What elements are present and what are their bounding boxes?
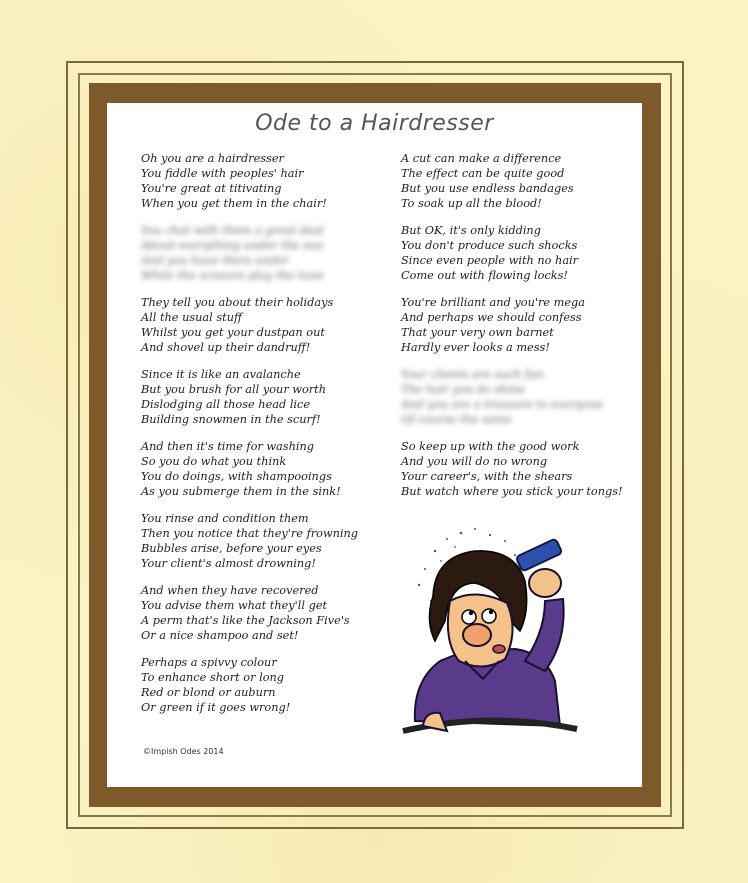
blurred-stanza xyxy=(401,367,641,427)
poem-line: But you use endless bandages xyxy=(401,182,574,195)
cartoon-hairdresser-icon xyxy=(395,521,585,751)
stanza xyxy=(401,151,641,211)
poem-line: And shovel up their dandruff! xyxy=(141,341,311,354)
poem-line: They tell you about their holidays xyxy=(141,296,334,309)
poem-line: But you brush for all your worth xyxy=(141,383,326,396)
poem-line: The hair you do shine xyxy=(401,383,526,396)
poem-line: Your client's almost drowning! xyxy=(141,557,316,570)
poem-line: Hardly ever looks a mess! xyxy=(401,341,550,354)
poem-line: So keep up with the good work xyxy=(401,440,580,453)
poem-line: But watch where you stick your tongs! xyxy=(401,485,623,498)
blurred-stanza xyxy=(141,223,371,283)
poem-line: And perhaps we should confess xyxy=(401,311,582,324)
poem-line: Since it is like an avalanche xyxy=(141,368,301,381)
poem-line: And then it's time for washing xyxy=(141,440,314,453)
copyright-notice: ©Impish Odes 2014 xyxy=(143,747,224,756)
poem-line: Or a nice shampoo and set! xyxy=(141,629,299,642)
poem-line: While the scissors play the tune xyxy=(141,269,324,282)
poem-line: Bubbles arise, before your eyes xyxy=(141,542,322,555)
poem-line: Oh you are a hairdresser xyxy=(141,152,284,165)
poem-title: Ode to a Hairdresser xyxy=(255,111,494,136)
poem-line: All the usual stuff xyxy=(141,311,242,324)
poem-line: To enhance short or long xyxy=(141,671,285,684)
poem-line: So you do what you think xyxy=(141,455,287,468)
stanza xyxy=(141,583,371,643)
stanza xyxy=(141,511,371,571)
poem-line: Or green if it goes wrong! xyxy=(141,701,291,714)
poem-line: You're great at titivating xyxy=(141,182,282,195)
stanza xyxy=(401,439,641,499)
poem-line: You rinse and condition them xyxy=(141,512,309,525)
stanza xyxy=(141,655,371,715)
stanza xyxy=(401,295,641,355)
poem-line: Come out with flowing locks! xyxy=(401,269,568,282)
poem-line: About everything under the sun xyxy=(141,239,324,252)
stanza xyxy=(401,223,641,283)
left-column xyxy=(141,151,371,727)
poem-line: A perm that's like the Jackson Five's xyxy=(141,614,350,627)
poem-line: And you will do no wrong xyxy=(401,455,548,468)
stanza xyxy=(141,295,371,355)
poem-line: Whilst you get your dustpan out xyxy=(141,326,325,339)
poem-line: And when they have recovered xyxy=(141,584,319,597)
poem-line: And you are a treasure to everyone xyxy=(401,398,604,411)
stanza xyxy=(141,151,371,211)
poem-line: You fiddle with peoples' hair xyxy=(141,167,304,180)
poem-line: To soak up all the blood! xyxy=(401,197,542,210)
poem-line: Your career's, with the shears xyxy=(401,470,573,483)
poem-line: Dislodging all those head lice xyxy=(141,398,311,411)
poem-line: Then you notice that they're frowning xyxy=(141,527,359,540)
right-column xyxy=(401,151,641,511)
stanza xyxy=(141,367,371,427)
poem-line: You do doings, with shampooings xyxy=(141,470,332,483)
poem-line: You don't produce such shocks xyxy=(401,239,578,252)
poem-line: But OK, it's only kidding xyxy=(401,224,541,237)
poem-line: You chat with them a great deal xyxy=(141,224,324,237)
poem-line: Red or blond or auburn xyxy=(141,686,276,699)
poem-line: A cut can make a difference xyxy=(401,152,562,165)
poem-line: Building snowmen in the scurf! xyxy=(141,413,321,426)
poem-line: The effect can be quite good xyxy=(401,167,565,180)
poem-line: Since even people with no hair xyxy=(401,254,579,267)
poem-line: You're brilliant and you're mega xyxy=(401,296,585,309)
poem-line: That your very own barnet xyxy=(401,326,554,339)
poem-line: You advise them what they'll get xyxy=(141,599,328,612)
poem-line: Of course the same xyxy=(401,413,512,426)
poem-line: Perhaps a spivvy colour xyxy=(141,656,277,669)
poem-line: Your clients are such fun xyxy=(401,368,544,381)
poem-line: As you submerge them in the sink! xyxy=(141,485,341,498)
poem-line: And you have them under xyxy=(141,254,289,267)
poem-paper xyxy=(107,103,642,787)
stanza xyxy=(141,439,371,499)
poem-line: When you get them in the chair! xyxy=(141,197,327,210)
